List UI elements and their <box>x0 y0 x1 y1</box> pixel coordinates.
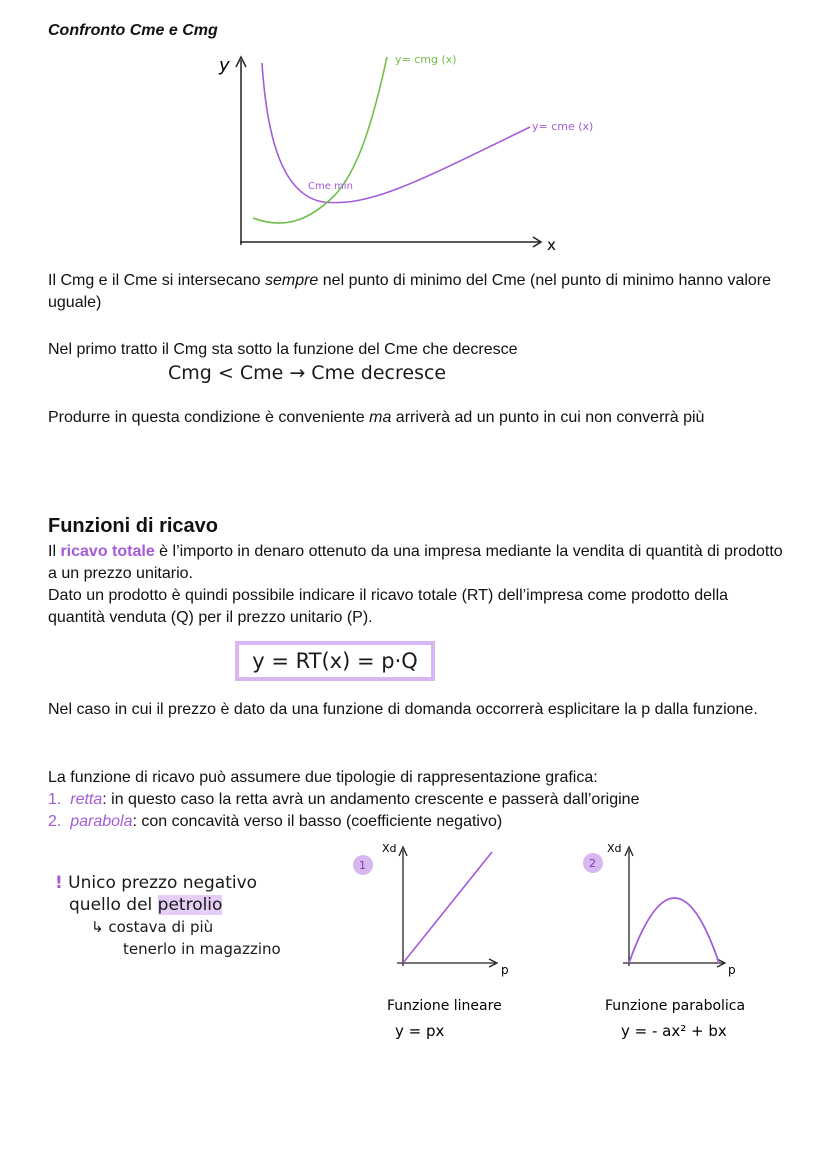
graph2-y-label: Xd <box>607 842 622 855</box>
cme-cmg-graph <box>205 45 625 260</box>
cme-curve <box>262 63 530 203</box>
graph1-x-label: p <box>501 963 509 977</box>
graph1-line <box>403 852 492 963</box>
graph1-y-label: Xd <box>382 842 397 855</box>
handwritten-note <box>55 872 281 960</box>
graph2-parabola <box>629 898 719 963</box>
graph1-caption: Funzione lineare <box>387 998 502 1014</box>
graph2-caption: Funzione parabolica <box>605 998 746 1014</box>
list-item-parabola: 2. parabola: con concavità verso il basso (coefficiente negativo) <box>48 813 503 830</box>
badge-2-label: 2 <box>589 857 596 870</box>
y-axis-label: y <box>219 55 230 76</box>
note-line-2: quello del petrolio <box>69 895 223 915</box>
highlight-ricavo-totale: ricavo totale <box>60 543 155 560</box>
paragraph-ricavo-totale: Il ricavo totale è l’importo in denaro ottenuto da una impresa mediante la vendita di quantità di prodotto a un prezzo unitario. <box>48 543 783 582</box>
cmg-label: y= cmg (x) <box>395 53 457 66</box>
paragraph-primo-tratto: Nel primo tratto il Cmg sta sotto la funzione del Cme che decresce <box>48 341 518 358</box>
section-title-ricavo: Funzioni di ricavo <box>48 515 219 537</box>
graph2-formula: y = - ax² + bx <box>621 1022 727 1040</box>
handwritten-cmg-cme: Cmg < Cme → Cme decresce <box>168 362 447 384</box>
cme-min-label: Cme min <box>308 181 353 192</box>
exclamation-mark-icon: ! <box>55 873 63 893</box>
cme-label: y= cme (x) <box>532 120 594 133</box>
graph-parabolic <box>575 838 795 1048</box>
note-line-3: ↳ costava di più <box>91 918 214 936</box>
list-item-retta: 1. retta: in questo caso la retta avrà un andamento crescente e passerà dall’origine <box>48 791 640 808</box>
paragraph-produrre: Produrre in questa condizione è conveniente ma arriverà ad un punto in cui non converrà più <box>48 409 705 426</box>
paragraph-domanda: Nel caso in cui il prezzo è dato da una funzione di domanda occorrerà esplicitare la p dalla funzione. <box>48 701 758 718</box>
paragraph-prodotto: Dato un prodotto è quindi possibile indicare il ricavo totale (RT) dell’impresa come prodotto della quantità venduta (Q) per il prezzo unitario (P). <box>48 587 729 626</box>
section-title-confronto: Confronto Cme e Cmg <box>48 22 218 39</box>
graph2-x-label: p <box>728 963 736 977</box>
x-axis-label: x <box>547 236 556 254</box>
paragraph-tipologie: La funzione di ricavo può assumere due tipologie di rappresentazione grafica: <box>48 769 598 786</box>
note-line-4: tenerlo in magazzino <box>123 940 281 958</box>
badge-1-label: 1 <box>359 859 366 872</box>
note-line-1: ! Unico prezzo negativo <box>55 873 258 893</box>
graph-linear <box>345 838 545 1048</box>
paragraph-intersezione: Il Cmg e il Cme si intersecano sempre nel punto di minimo del Cme (nel punto di minimo hanno valore uguale) <box>48 272 772 311</box>
formula-box: y = RT(x) = p·Q <box>235 641 435 681</box>
graph1-formula: y = px <box>395 1022 445 1040</box>
